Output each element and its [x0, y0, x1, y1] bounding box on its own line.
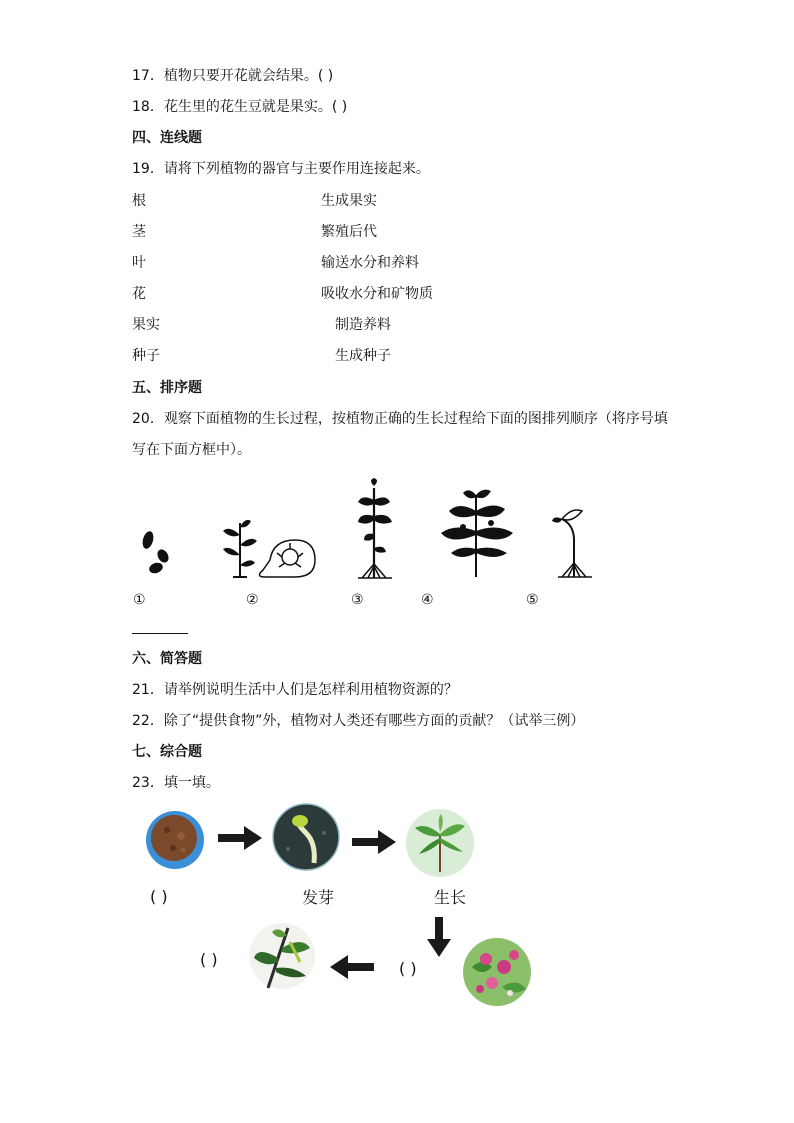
question-20-line-2: 写在下面方框中）。: [132, 442, 251, 458]
seq-label-4: ④: [421, 592, 434, 608]
organ-seed: 种子: [132, 348, 160, 364]
function-1: 生成果实: [321, 193, 377, 209]
function-2: 繁殖后代: [321, 224, 377, 240]
young-plant-photo: [405, 808, 475, 878]
organ-fruit: 果实: [132, 317, 160, 333]
seeds-image: [134, 528, 174, 578]
section-heading-5: 五、排序题: [132, 380, 202, 396]
blank-left: ( ): [200, 950, 218, 969]
section-heading-7: 七、综合题: [132, 744, 202, 760]
question-21: 21．请举例说明生活中人们是怎样利用植物资源的？: [132, 682, 458, 698]
right-arrow-icon: [352, 830, 396, 854]
flowering-plant-photo: [462, 937, 532, 1007]
organ-flower: 花: [132, 286, 146, 302]
left-arrow-icon: [330, 955, 374, 979]
seedling-image: [548, 505, 600, 580]
question-19: 19．请将下列植物的器官与主要作用连接起来。: [132, 161, 430, 177]
organ-leaf: 叶: [132, 255, 146, 271]
function-5: 制造养料: [335, 317, 391, 333]
blank-mid: ( ): [399, 959, 417, 978]
question-17: 17．植物只要开花就会结果。( ): [132, 68, 334, 84]
label-grow: 生长: [434, 888, 467, 907]
down-arrow-icon: [427, 917, 451, 957]
mature-plant-image: [435, 487, 517, 579]
function-4: 吸收水分和矿物质: [321, 286, 433, 302]
function-6: 生成种子: [335, 348, 391, 364]
section-heading-4: 四、连线题: [132, 130, 202, 146]
budding-plant-image: [352, 478, 397, 580]
seq-label-2: ②: [246, 592, 259, 608]
seed-photo: [145, 810, 205, 870]
question-20-line-1: 20．观察下面植物的生长过程，按植物正确的生长过程给下面的图排列顺序（将序号填: [132, 411, 668, 427]
function-3: 输送水分和养料: [321, 255, 419, 271]
fruiting-plant-photo: [248, 922, 316, 990]
seq-label-3: ③: [351, 592, 364, 608]
question-18: 18．花生里的花生豆就是果实。( ): [132, 99, 348, 115]
sprout-photo: [272, 803, 340, 871]
seq-label-1: ①: [133, 592, 146, 608]
section-heading-6: 六、简答题: [132, 651, 202, 667]
question-22: 22．除了“提供食物”外，植物对人类还有哪些方面的贡献？（试举三例）: [132, 713, 585, 729]
flowering-plant-image: [215, 515, 320, 580]
right-arrow-icon: [218, 826, 262, 850]
label-sprout: 发芽: [302, 888, 335, 907]
organ-stem: 茎: [132, 224, 146, 240]
blank-seed: ( ): [150, 887, 168, 906]
answer-line: [132, 633, 188, 634]
organ-root: 根: [132, 193, 146, 209]
question-23: 23．填一填。: [132, 775, 220, 791]
seq-label-5: ⑤: [526, 592, 539, 608]
